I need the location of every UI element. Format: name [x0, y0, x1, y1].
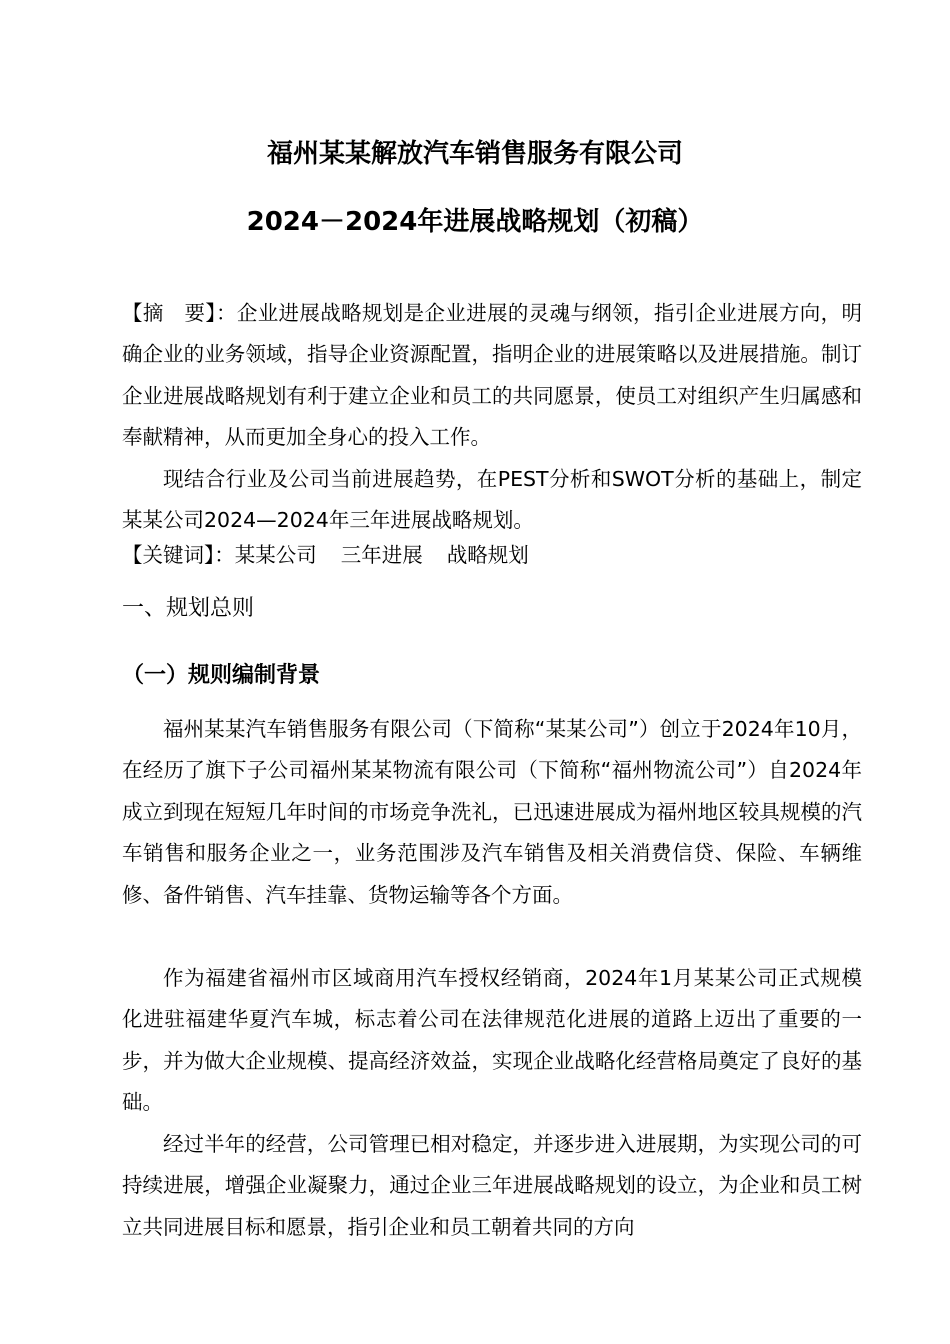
abstract-paragraph: [122, 293, 862, 459]
keywords-line: [122, 535, 529, 576]
keywords-label: 【关键词】：: [122, 543, 235, 567]
body-paragraph-2: 作为福建省福州市区域商用汽车授权经销商，2024年1月某某公司正式规模化进驻福建华夏汽车城，标志着公司在法律规范化进展的道路上迈出了重要的一步，并为做大企业规模、提高经济效益，实现企业战略化经营格局奠定了良好的基础。: [122, 966, 862, 1115]
keyword: 战略规划: [446, 543, 529, 567]
abstract-text: 企业进展战略规划是企业进展的灵魂与纲领，指引企业进展方向，明确企业的业务领域，指导企业资源配置，指明企业的进展策略以及进展措施。制订企业进展战略规划有利于建立企业和员工的共同愿景，使员工对组织产生归属感和奉献精神，从而更加全身心的投入工作。: [122, 301, 863, 450]
keyword: 三年进展: [340, 543, 423, 567]
document-subtitle: 2024－2024年进展战略规划（初稿）: [246, 207, 704, 237]
abstract-paragraph-2: 现结合行业及公司当前进展趋势，在PEST分析和SWOT分析的基础上，制定某某公司2024—2024年三年进展战略规划。: [122, 467, 862, 533]
body-paragraph-1: 福州某某汽车销售服务有限公司（下简称“某某公司”）创立于2024年10月，在经历了旗下子公司福州某某物流有限公司（下简称“福州物流公司”）自2024年成立到现在短短几年时间的市场竞争洗礼，已迅速进展成为福州地区较具规模的汽车销售和服务企业之一，业务范围涉及汽车销售及相关消费信贷、保险、车辆维修、备件销售、汽车挂靠、货物运输等各个方面。: [122, 717, 862, 907]
keyword: 某某公司: [234, 543, 317, 567]
body-paragraph-3: 经过半年的经营，公司管理已相对稳定，并逐步进入进展期，为实现公司的可持续进展，增强企业凝聚力，通过企业三年进展战略规划的设立，为企业和员工树立共同进展目标和愿景，指引企业和员工朝着共同的方向: [122, 1132, 862, 1239]
subsection-heading: （一）规则编制背景: [122, 663, 321, 688]
document-title: 福州某某解放汽车销售服务有限公司: [266, 139, 683, 169]
section-heading: 一、规划总则: [122, 596, 255, 621]
abstract-label: 【摘 要】：: [122, 301, 237, 325]
